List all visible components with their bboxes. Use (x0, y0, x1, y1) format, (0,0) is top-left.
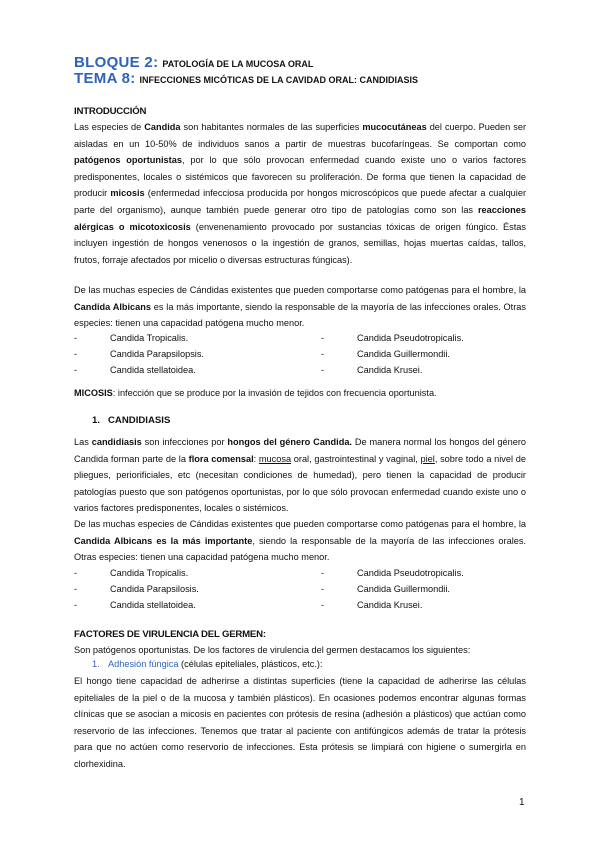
list-item: - Candida Guillermondii. (321, 348, 450, 359)
list-item: - Candida Krusei. (321, 599, 423, 610)
page-number: 1 (519, 797, 525, 808)
tema-title: INFECCIONES MICÓTICAS DE LA CAVIDAD ORAL: CANDIDIASIS (139, 75, 419, 85)
list-item: - Candida Guillermondii. (321, 583, 450, 594)
candidiasis-species-list (74, 566, 526, 614)
intro-paragraph-1: Las especies de Candida son habitantes normales de las superficies mucocutáneas del cuerpo. Pueden ser aisladas en un 10-50% de individuos sanos a partir de muestras bucofaríngeas. Se comportan como patógenos oportunistas, por lo que sólo provocan enfermedad cuando existe uno o varios factores predisponentes, locales o sistémicos que favorecen su proliferación. De forma que tienen la capacidad de producir micosis (enfermedad infecciosa producida por hongos microscópicos que puede afectar a cualquier parte del organismo), aunque también puede generar otro tipo de patologías como son las reacciones alérgicas o micotoxicosis (envenenamiento provocado por sustancias tóxicas de origen fúngico. Éstas incluyen ingestión de hongos venenosos o la ingestión de granos, semillas, hojas muertas caídas, tallos, frutos, forraje afectados por micelio o diversas estructuras fúngicas). (74, 122, 527, 265)
candidiasis-heading: 1. CANDIDIASIS (92, 415, 171, 426)
list-item: - Candida Krusei. (321, 364, 423, 375)
bloque-key: BLOQUE 2: (74, 54, 159, 71)
intro-heading: INTRODUCCIÓN (74, 106, 147, 117)
intro-paragraph-2: De las muchas especies de Cándidas existentes que pueden comportarse como patógenas para el hombre, la Candida Albicans es la más importante, siendo la responsable de la mayoría de las infecciones orales. Otras especies: tienen una capacidad patógena mucho menor. (74, 285, 526, 329)
micosis-definition: MICOSIS: infección que se produce por la invasión de tejidos con frecuencia oportunista. (74, 388, 437, 398)
list-item: - Candida Tropicalis. (74, 568, 189, 578)
intro-species-list (74, 331, 526, 379)
list-item: - Candida stellatoidea. (74, 364, 196, 375)
list-item: - Candida Pseudotropicalis. (321, 333, 464, 343)
candidiasis-paragraph-1: Las candidiasis son infecciones por hongos del género Candida. De manera normal los hongos del género Candida forman parte de la flora comensal: mucosa oral, gastrointestinal y vaginal, piel, sobre todo a nivel de pliegues, periorificiales, etc (necesitan condiciones de humedad), pero tienen la capacidad de producir patologías puesto que son patógenos oportunistas, por lo que sólo provocan enfermedad cuando existe uno o varios factores predisponentes, locales o sistémicos. (74, 437, 526, 514)
list-item: - Candida Tropicalis. (74, 333, 189, 343)
tema-key: TEMA 8: (74, 70, 136, 87)
virulencia-intro: Son patógenos oportunistas. De los factores de virulencia del germen destacamos los siguientes: (74, 645, 471, 655)
list-item: - Candida stellatoidea. (74, 599, 196, 610)
bloque-title: PATOLOGÍA DE LA MUCOSA ORAL (162, 59, 314, 69)
virulencia-heading: FACTORES DE VIRULENCIA DEL GERMEN: (74, 629, 266, 640)
adhesion-subheading: 1. Adhesión fúngica (células epiteliales, plásticos, etc.): (92, 659, 323, 669)
list-item: - Candida Parapsilopsis. (74, 348, 204, 359)
list-item: - Candida Pseudotropicalis. (321, 568, 464, 578)
list-item: - Candida Parapsilosis. (74, 583, 199, 594)
adhesion-paragraph: El hongo tiene capacidad de adherirse a distintas superficies (tiene la capacidad de adherirse las células epiteliales de la piel o de la mucosa y también plásticos). En ocasiones podemos encontrar algunas formas clínicas que se asocian a micosis en pacientes con prótesis de resina (adhesión a plásticos) que actúan como reservorio de las infecciones. Tenemos que tratar al paciente con antifúngicos además de tratar la prótesis para que no actúen como reservorio de infecciones. Esta prótesis se limpiará con higiene o sumergirla en clorhexidina. (74, 676, 526, 769)
candidiasis-paragraph-2: De las muchas especies de Cándidas existentes que pueden comportarse como patógenas para el hombre, la Candida Albicans es la más importante, siendo la responsable de la mayoría de las infecciones orales. Otras especies: tienen una capacidad patógena mucho menor. (74, 519, 526, 563)
tema-header (74, 70, 418, 88)
